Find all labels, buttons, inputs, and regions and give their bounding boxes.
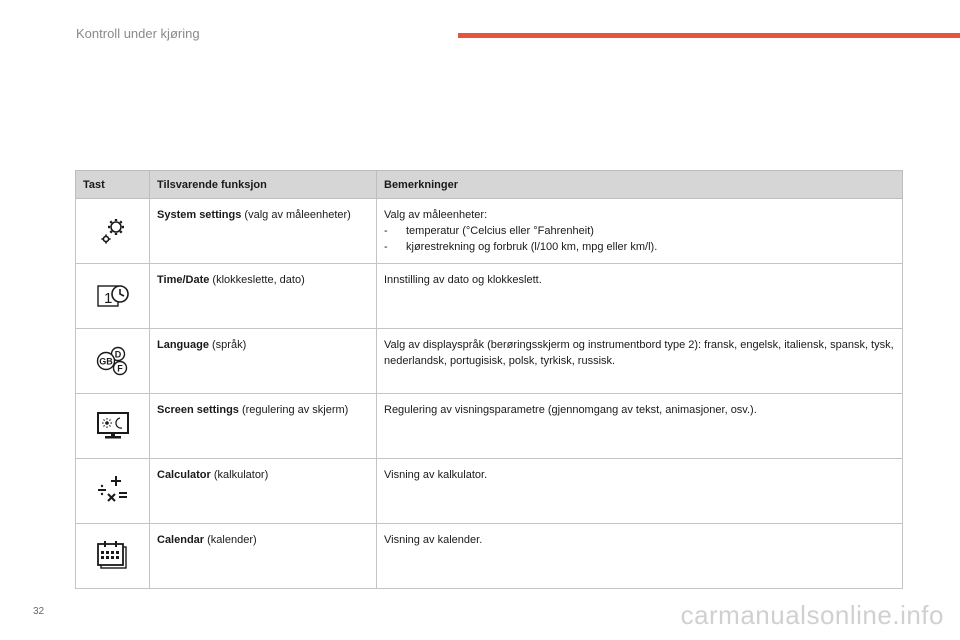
calendar-icon: [96, 540, 130, 572]
function-name: System settings: [157, 209, 242, 221]
function-table: [75, 170, 903, 589]
accent-bar: [458, 33, 960, 38]
function-desc: (kalender): [204, 534, 257, 546]
function-name: Screen settings: [157, 404, 239, 416]
function-cell: [150, 394, 377, 459]
function-name: Time/Date: [157, 274, 210, 286]
notes-cell: Innstilling av dato og klokkeslett.: [377, 264, 903, 329]
svg-text:GB: GB: [98, 356, 113, 367]
screen-settings-icon: [96, 411, 130, 441]
function-desc: (språk): [208, 339, 247, 351]
page-number: 32: [33, 606, 45, 617]
function-name: Calendar: [157, 534, 205, 546]
svg-text:F: F: [116, 363, 123, 374]
svg-text:D: D: [114, 349, 121, 360]
calculator-icon: [95, 474, 131, 508]
function-cell: [150, 199, 377, 264]
language-icon: [93, 345, 133, 377]
table-row: [76, 264, 903, 329]
settings-gears-icon: [97, 215, 129, 247]
icon-cell: [76, 459, 150, 524]
function-cell: [150, 524, 377, 589]
watermark: carmanualsonline.info: [680, 600, 944, 630]
function-name: Calculator: [157, 469, 211, 481]
function-desc: (klokkeslette, dato): [209, 274, 305, 286]
note-bullet: - kjørestrekning og forbruk (l/100 km, mpg eller km/l).: [384, 241, 658, 253]
notes-cell: Valg av displayspråk (berøringsskjerm og instrumentbord type 2): fransk, engelsk, italiensk, spansk, tysk, nederlandsk, portugisisk, polsk, tyrkisk, russisk.: [377, 329, 903, 394]
table-row: [76, 394, 903, 459]
function-cell: [150, 264, 377, 329]
function-name: Language: [157, 339, 209, 351]
note-intro: Valg av måleenheter:: [384, 209, 488, 221]
table-row: [76, 524, 903, 589]
icon-cell: [76, 394, 150, 459]
function-desc: (kalkulator): [210, 469, 269, 481]
table-row: [76, 329, 903, 394]
icon-cell: [76, 524, 150, 589]
function-cell: [150, 459, 377, 524]
column-header-tast: Tast: [76, 171, 150, 199]
section-title: Kontroll under kjøring: [76, 26, 200, 41]
table-row: [76, 459, 903, 524]
time-date-icon: [96, 282, 130, 310]
function-desc: (regulering av skjerm): [238, 404, 349, 416]
notes-cell: Visning av kalkulator.: [377, 459, 903, 524]
column-header-notes: Bemerkninger: [377, 171, 903, 199]
function-cell: [150, 329, 377, 394]
table-header-row: [76, 171, 903, 199]
function-desc: (valg av måleenheter): [241, 209, 351, 221]
notes-cell: Regulering av visningsparametre (gjennomgang av tekst, animasjoner, osv.).: [377, 394, 903, 459]
icon-cell: [76, 329, 150, 394]
table-row: [76, 199, 903, 264]
icon-cell: [76, 264, 150, 329]
column-header-function: Tilsvarende funksjon: [150, 171, 377, 199]
svg-text:1: 1: [103, 290, 112, 307]
note-bullet: - temperatur (°Celcius eller °Fahrenheit): [384, 225, 594, 237]
notes-cell: Visning av kalender.: [377, 524, 903, 589]
icon-cell: [76, 199, 150, 264]
notes-cell: [377, 199, 903, 264]
